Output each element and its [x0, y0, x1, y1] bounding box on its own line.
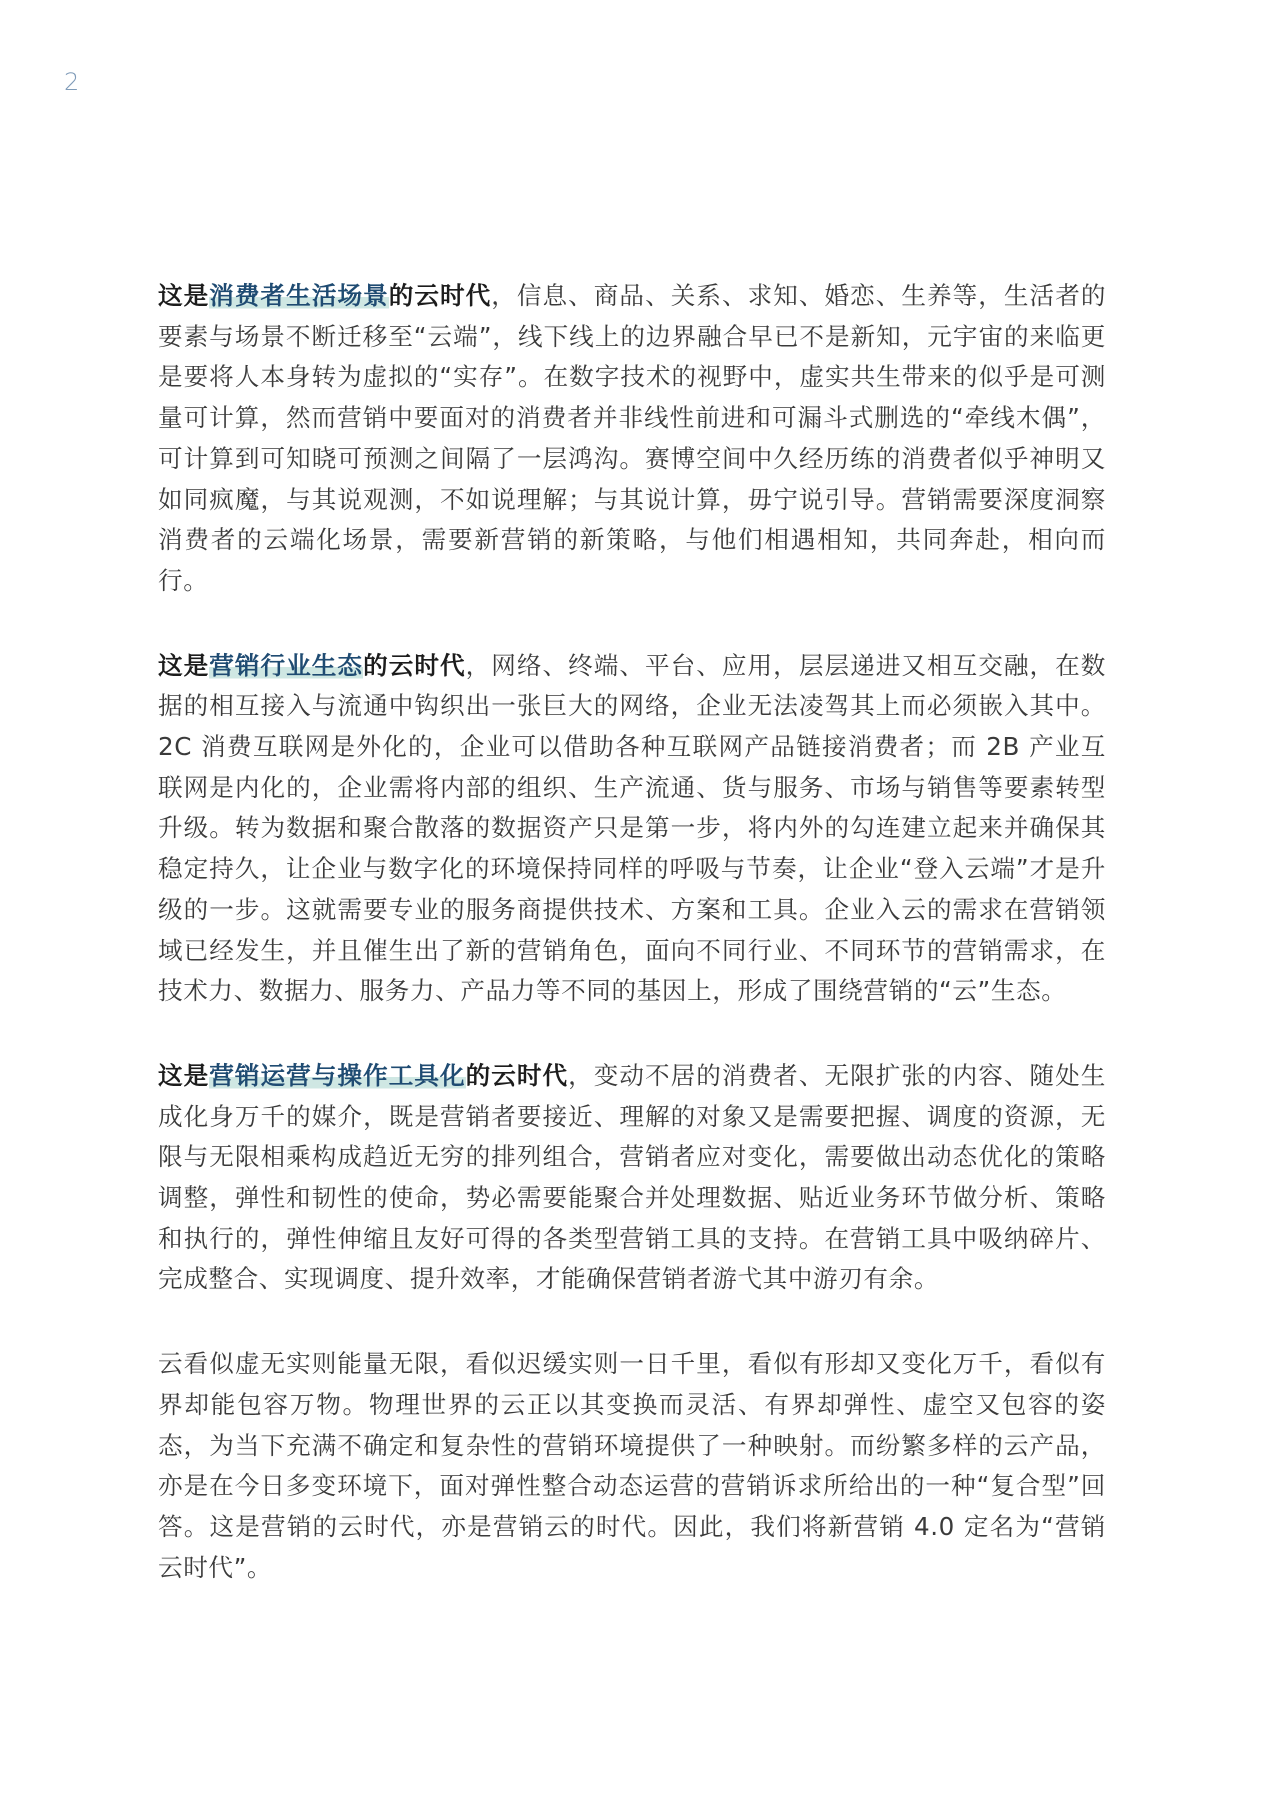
paragraph-text: ，网络、终端、平台、应用，层层递进又相互交融，在数据的相互接入与流通中钩织出一张巨大的网络，企业无法凌驾其上而必须嵌入其中。2C 消费互联网是外化的，企业可以借助各种互联网产品链接消费者；而 2B 产业互联网是内化的，企业需将内部的组织、生产流通、货与服务、市场与销售等要素转型升级。转为数据和聚合散落的数据资产只是第一步，将内外的勾连建立起来并确保其稳定持久，让企业与数字化的环境保持同样的呼吸与节奏，让企业“登入云端”才是升级的一步。这就需要专业的服务商提供技术、方案和工具。企业入云的需求在营销领域已经发生，并且催生出了新的营销角色，面向不同行业、不同环节的营销需求，在技术力、数据力、服务力、产品力等不同的基因上，形成了围绕营销的“云”生态。	[158, 650, 1106, 1006]
paragraph-lead: 这是	[158, 1060, 210, 1090]
article-body	[158, 276, 1106, 1632]
paragraph-lead-tail: 的云时代	[363, 650, 466, 680]
paragraph-lead: 这是	[158, 281, 210, 310]
paragraph-lead: 这是	[158, 650, 210, 680]
paragraph-text: ，信息、商品、关系、求知、婚恋、生养等，生活者的要素与场景不断迁移至“云端”，线下线上的边界融合早已不是新知，元宇宙的来临更是要将人本身转为虚拟的“实存”。在数字技术的视野中，虚实共生带来的似乎是可测量可计算，然而营销中要面对的消费者并非线性前进和可漏斗式删选的“牵线木偶”，可计算到可知晓可预测之间隔了一层鸿沟。赛博空间中久经历练的消费者似乎神明又如同疯魔，与其说观测，不如说理解；与其说计算，毋宁说引导。营销需要深度洞察消费者的云端化场景，需要新营销的新策略，与他们相遇相知，共同奔赴，相向而行。	[158, 281, 1107, 595]
paragraph-lead-tail: 的云时代	[465, 1060, 569, 1090]
paragraph-text: 云看似虚无实则能量无限，看似迟缓实则一日千里，看似有形却又变化万千，看似有界却能包容万物。物理世界的云正以其变换而灵活、有界却弹性、虚空又包容的姿态，为当下充满不确定和复杂性的营销环境提供了一种映射。而纷繁多样的云产品，亦是在今日多变环境下，面对弹性整合动态运营的营销诉求所给出的一种“复合型”回答。这是营销的云时代，亦是营销云的时代。因此，我们将新营销 4.0 定名为“营销云时代”。	[158, 1349, 1106, 1582]
highlight-keyword: 营销运营与操作工具化	[209, 1060, 466, 1090]
paragraph-operations-tools	[158, 1056, 1106, 1300]
paragraph-industry-ecosystem	[158, 646, 1106, 1012]
paragraph-conclusion	[158, 1344, 1106, 1588]
paragraph-consumer-scenes	[158, 276, 1106, 602]
highlight-keyword: 消费者生活场景	[209, 281, 389, 310]
paragraph-lead-tail: 的云时代	[388, 281, 492, 310]
highlight-keyword: 营销行业生态	[209, 650, 364, 680]
paragraph-text: ，变动不居的消费者、无限扩张的内容、随处生成化身万千的媒介，既是营销者要接近、理解的对象又是需要把握、调度的资源，无限与无限相乘构成趋近无穷的排列组合，营销者应对变化，需要做出动态优化的策略调整，弹性和韧性的使命，势必需要能聚合并处理数据、贴近业务环节做分析、策略和执行的，弹性伸缩且友好可得的各类型营销工具的支持。在营销工具中吸纳碎片、完成整合、实现调度、提升效率，才能确保营销者游弋其中游刃有余。	[158, 1060, 1106, 1294]
page-number: 2	[64, 68, 80, 96]
